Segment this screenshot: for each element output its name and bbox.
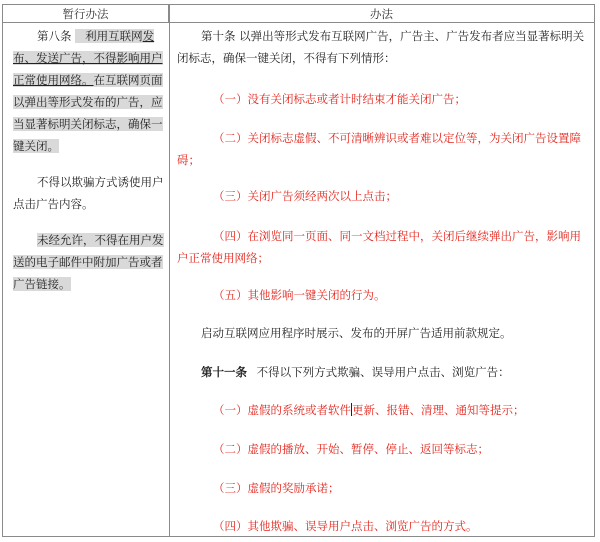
article-11-text: 不得以下列方式欺骗、误导用户点击、浏览广告：	[256, 365, 510, 379]
article-10-item-2: （二）关闭标志虚假、不可清晰辨识或者难以定位等，为关闭广告设置障碍；	[177, 131, 581, 167]
comparison-table	[2, 4, 595, 537]
left-paragraph-deceptive-click: 不得以欺骗方式诱使用户点击广告内容。	[13, 175, 164, 211]
article-8-label: 第八条	[37, 29, 72, 43]
column-divider	[169, 5, 170, 536]
article-10-item-4: （四）在浏览同一页面、同一文档过程中，关闭后继续弹出广告，影响用户正常使用网络；	[177, 229, 581, 265]
article-11-label: 第十一条	[201, 365, 247, 379]
article-11-intro	[177, 361, 600, 383]
article-11-item-3: （三）虚假的奖励承诺；	[213, 481, 340, 495]
article-8-text-a: 利用互联网	[75, 29, 143, 43]
left-paragraph-email-ads	[13, 229, 165, 295]
article-11-item-1	[177, 399, 600, 421]
header-interim-measures: 暂行办法	[3, 5, 169, 23]
article-10-intro: 第十条 以弹出等形式发布互联网广告，广告主、广告发布者应当显著标明关闭标志，确保一键关闭，不得有下列情形：	[177, 29, 585, 65]
left-paragraph-email-ads-text: 未经允许，不得在用户发送的电子邮件中附加广告或者广告链接。	[13, 233, 164, 291]
article-8-text-c: 在互联网页面以弹出等形式发布的广告，应当显著标明关闭标志，确保一键关闭。	[13, 73, 163, 153]
article-8-paragraph	[13, 25, 165, 157]
article-11-item-1-b: 更新、报错、清理、通知等提示；	[352, 403, 525, 417]
header-measures: 办法	[169, 5, 594, 23]
article-11-item-2: （二）虚假的播放、开始、暂停、停止、返回等标志；	[213, 442, 489, 456]
article-10-item-1: （一）没有关闭标志或者计时结束才能关闭广告；	[213, 92, 466, 106]
splash-ad-rule: 启动互联网应用程序时展示、发布的开屏广告适用前款规定。	[201, 326, 512, 340]
article-10-item-3: （三）关闭广告须经两次以上点击；	[213, 189, 397, 203]
article-10-item-5: （五）其他影响一键关闭的行为。	[213, 288, 386, 302]
article-8-text-b: 发布、发送广告，不得影响用户正常使用网络。	[13, 29, 163, 87]
article-11-item-1-a: （一）虚假的系统或者软件	[213, 403, 351, 417]
article-11-item-4: （四）其他欺骗、误导用户点击、浏览广告的方式。	[213, 519, 478, 533]
